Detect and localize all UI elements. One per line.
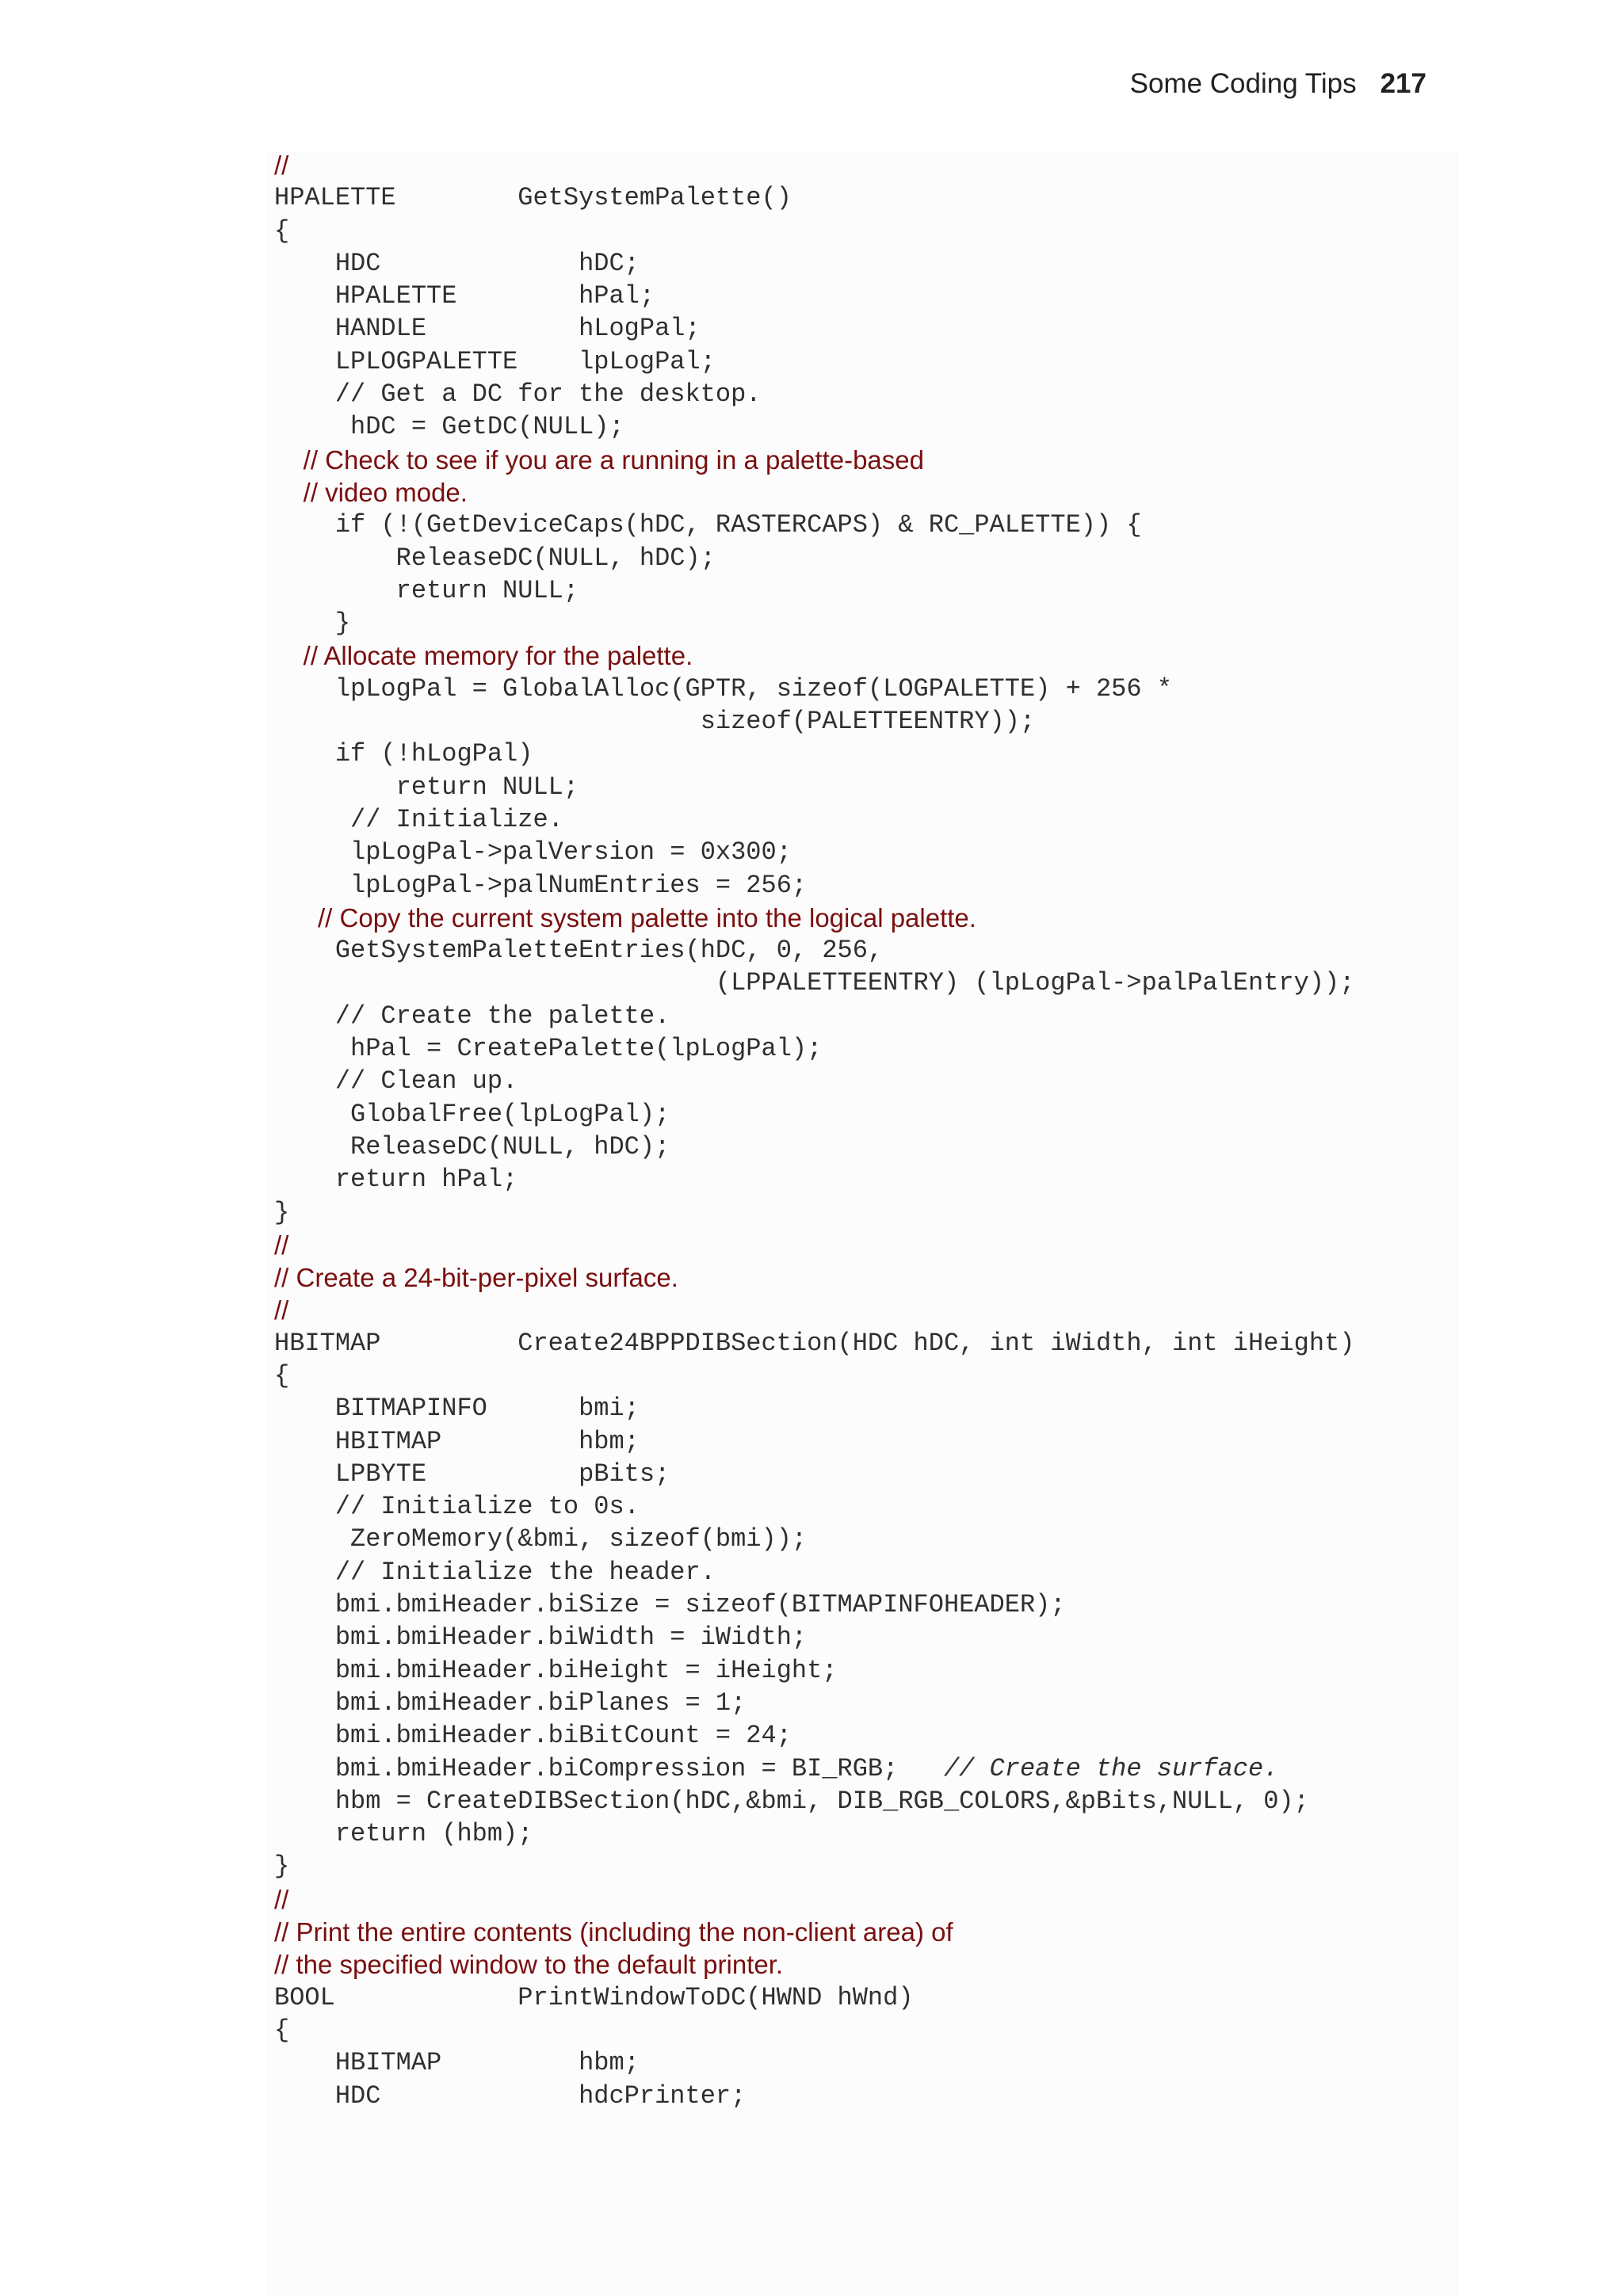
- code-line: [274, 345, 1423, 378]
- code-line: [274, 1523, 1423, 1555]
- code-text: lpLogPal->palNumEntries = 256;: [274, 870, 808, 900]
- code-line: [274, 1719, 1423, 1752]
- code-line: [274, 410, 1423, 443]
- code-line: [274, 2014, 1423, 2046]
- section-title: Some Coding Tips: [1129, 68, 1357, 99]
- code-text: }: [274, 1197, 290, 1227]
- code-text: HDC hdcPrinter;: [274, 2081, 747, 2111]
- code-text: // Check to see if you are a running in a palette-based: [274, 444, 924, 475]
- code-line: [274, 836, 1423, 868]
- code-text: // video mode.: [274, 477, 468, 507]
- code-text: lpLogPal = GlobalAlloc(GPTR, sizeof(LOGPALETTE) + 256 *: [274, 673, 1172, 704]
- code-line: [274, 771, 1423, 803]
- code-line: [274, 181, 1423, 214]
- code-text: BITMAPINFO bmi;: [274, 1394, 640, 1424]
- code-comment-line: [274, 902, 1423, 934]
- code-text: // the specified window to the default printer.: [274, 1950, 784, 1980]
- code-line: [274, 673, 1423, 705]
- code-text: {: [274, 1360, 290, 1390]
- code-text: return NULL;: [274, 772, 579, 802]
- code-line: [274, 1458, 1423, 1490]
- code-comment-line: [274, 1883, 1423, 1916]
- code-line: [274, 967, 1423, 999]
- code-text: bmi.bmiHeader.biPlanes = 1;: [274, 1688, 747, 1718]
- code-comment-line: [274, 1261, 1423, 1294]
- code-listing: [274, 149, 1423, 2112]
- code-text: // Copy the current system palette into the logical palette.: [274, 902, 976, 933]
- code-text: if (!(GetDeviceCaps(hDC, RASTERCAPS) & RC_PALETTE)) {: [274, 510, 1142, 540]
- code-line: [274, 378, 1423, 410]
- code-text: ReleaseDC(NULL, hDC);: [274, 543, 716, 573]
- code-line: [274, 215, 1423, 247]
- code-line: [274, 1589, 1423, 1621]
- code-text: LPBYTE pBits;: [274, 1459, 670, 1489]
- code-text: return (hbm);: [274, 1819, 533, 1849]
- code-text: HPALETTE hPal;: [274, 281, 655, 311]
- code-text: BOOL PrintWindowToDC(HWND hWnd): [274, 1982, 914, 2012]
- code-line: [274, 1131, 1423, 1163]
- code-text: // Print the entire contents (including the non-client area) of: [274, 1917, 953, 1947]
- code-text: GetSystemPaletteEntries(hDC, 0, 256,: [274, 936, 884, 966]
- code-text: HDC hDC;: [274, 248, 640, 278]
- code-text: // Allocate memory for the palette.: [274, 641, 693, 671]
- code-comment-line: [274, 444, 1423, 476]
- code-line: [274, 1817, 1423, 1850]
- code-text: // Initialize the header.: [274, 1557, 716, 1587]
- code-line: [274, 1000, 1423, 1032]
- running-head: [1130, 68, 1426, 100]
- code-line: [274, 934, 1423, 967]
- code-line: [274, 312, 1423, 345]
- code-line: [274, 2046, 1423, 2079]
- code-comment-line: [274, 639, 1423, 672]
- code-text: bmi.bmiHeader.biBitCount = 24;: [274, 1721, 792, 1751]
- code-text: GlobalFree(lpLogPal);: [274, 1099, 670, 1129]
- code-line: [274, 1850, 1423, 1882]
- code-line: [274, 542, 1423, 574]
- code-text: bmi.bmiHeader.biHeight = iHeight;: [274, 1655, 838, 1685]
- code-comment-line: [274, 1916, 1423, 1948]
- code-line: [274, 509, 1423, 541]
- code-comment-line: [274, 476, 1423, 509]
- code-line: [274, 1163, 1423, 1196]
- code-line: [274, 280, 1423, 312]
- code-comment-line: [274, 149, 1423, 181]
- code-line: [274, 247, 1423, 280]
- code-text: // Create a 24-bit-per-pixel surface.: [274, 1263, 678, 1293]
- code-text: // Create the palette.: [274, 1001, 670, 1031]
- inline-comment: // Create the surface.: [898, 1753, 1279, 1783]
- code-line: [274, 1032, 1423, 1065]
- code-line: [274, 1687, 1423, 1719]
- code-text: }: [274, 608, 351, 639]
- code-line: [274, 1490, 1423, 1523]
- code-text: // Initialize to 0s.: [274, 1492, 640, 1522]
- code-line: [274, 1654, 1423, 1687]
- code-text: HBITMAP hbm;: [274, 1426, 640, 1456]
- code-text: hbm = CreateDIBSection(hDC,&bmi, DIB_RGB_COLORS,&pBits,NULL, 0);: [274, 1786, 1309, 1816]
- code-text: //: [274, 151, 289, 180]
- code-text: ZeroMemory(&bmi, sizeof(bmi));: [274, 1524, 808, 1554]
- code-text: if (!hLogPal): [274, 739, 533, 769]
- code-line: [274, 1392, 1423, 1425]
- code-line: [274, 1556, 1423, 1589]
- code-text: //: [274, 1230, 289, 1260]
- code-line: [274, 705, 1423, 738]
- code-line: [274, 2080, 1423, 2112]
- code-comment-line: [274, 1948, 1423, 1981]
- code-text: HANDLE hLogPal;: [274, 314, 701, 344]
- code-text: HBITMAP hbm;: [274, 2048, 640, 2078]
- code-text: {: [274, 215, 290, 246]
- code-text: sizeof(PALETTEENTRY));: [274, 707, 1036, 737]
- code-text: bmi.bmiHeader.biSize = sizeof(BITMAPINFOHEADER);: [274, 1590, 1066, 1620]
- code-line: [274, 1196, 1423, 1229]
- code-line: [274, 1621, 1423, 1653]
- page-number: 217: [1380, 68, 1426, 99]
- code-line: [274, 1981, 1423, 2014]
- code-text: {: [274, 2015, 290, 2045]
- code-line: [274, 738, 1423, 770]
- code-text: return hPal;: [274, 1165, 518, 1195]
- code-line: [274, 1425, 1423, 1458]
- code-text: // Clean up.: [274, 1066, 518, 1097]
- code-line: [274, 803, 1423, 836]
- code-text: ReleaseDC(NULL, hDC);: [274, 1131, 670, 1161]
- code-text: return NULL;: [274, 575, 579, 605]
- code-comment-line: [274, 1229, 1423, 1261]
- code-line: [274, 1098, 1423, 1131]
- code-text: LPLOGPALETTE lpLogPal;: [274, 346, 716, 376]
- code-line: [274, 1327, 1423, 1360]
- code-text: lpLogPal->palVersion = 0x300;: [274, 837, 792, 868]
- code-line: [274, 574, 1423, 607]
- code-comment-line: [274, 1294, 1423, 1326]
- code-text: }: [274, 1852, 290, 1882]
- code-line: [274, 1065, 1423, 1097]
- code-text: // Initialize.: [274, 804, 563, 834]
- code-text: HBITMAP Create24BPPDIBSection(HDC hDC, int iWidth, int iHeight): [274, 1328, 1355, 1358]
- code-text: // Get a DC for the desktop.: [274, 379, 762, 410]
- code-text: hDC = GetDC(NULL);: [274, 412, 624, 442]
- code-line: [274, 1753, 1423, 1785]
- code-text: (LPPALETTEENTRY) (lpLogPal->palPalEntry));: [274, 968, 1355, 998]
- code-text: bmi.bmiHeader.biWidth = iWidth;: [274, 1623, 808, 1653]
- code-text: HPALETTE GetSystemPalette(): [274, 183, 792, 213]
- code-line: [274, 607, 1423, 639]
- code-text: //: [274, 1295, 289, 1325]
- code-text: //: [274, 1884, 289, 1914]
- code-line: [274, 1785, 1423, 1817]
- code-text: bmi.bmiHeader.biCompression = BI_RGB;: [274, 1753, 899, 1783]
- code-line: [274, 869, 1423, 902]
- code-line: [274, 1360, 1423, 1392]
- code-text: hPal = CreatePalette(lpLogPal);: [274, 1034, 823, 1064]
